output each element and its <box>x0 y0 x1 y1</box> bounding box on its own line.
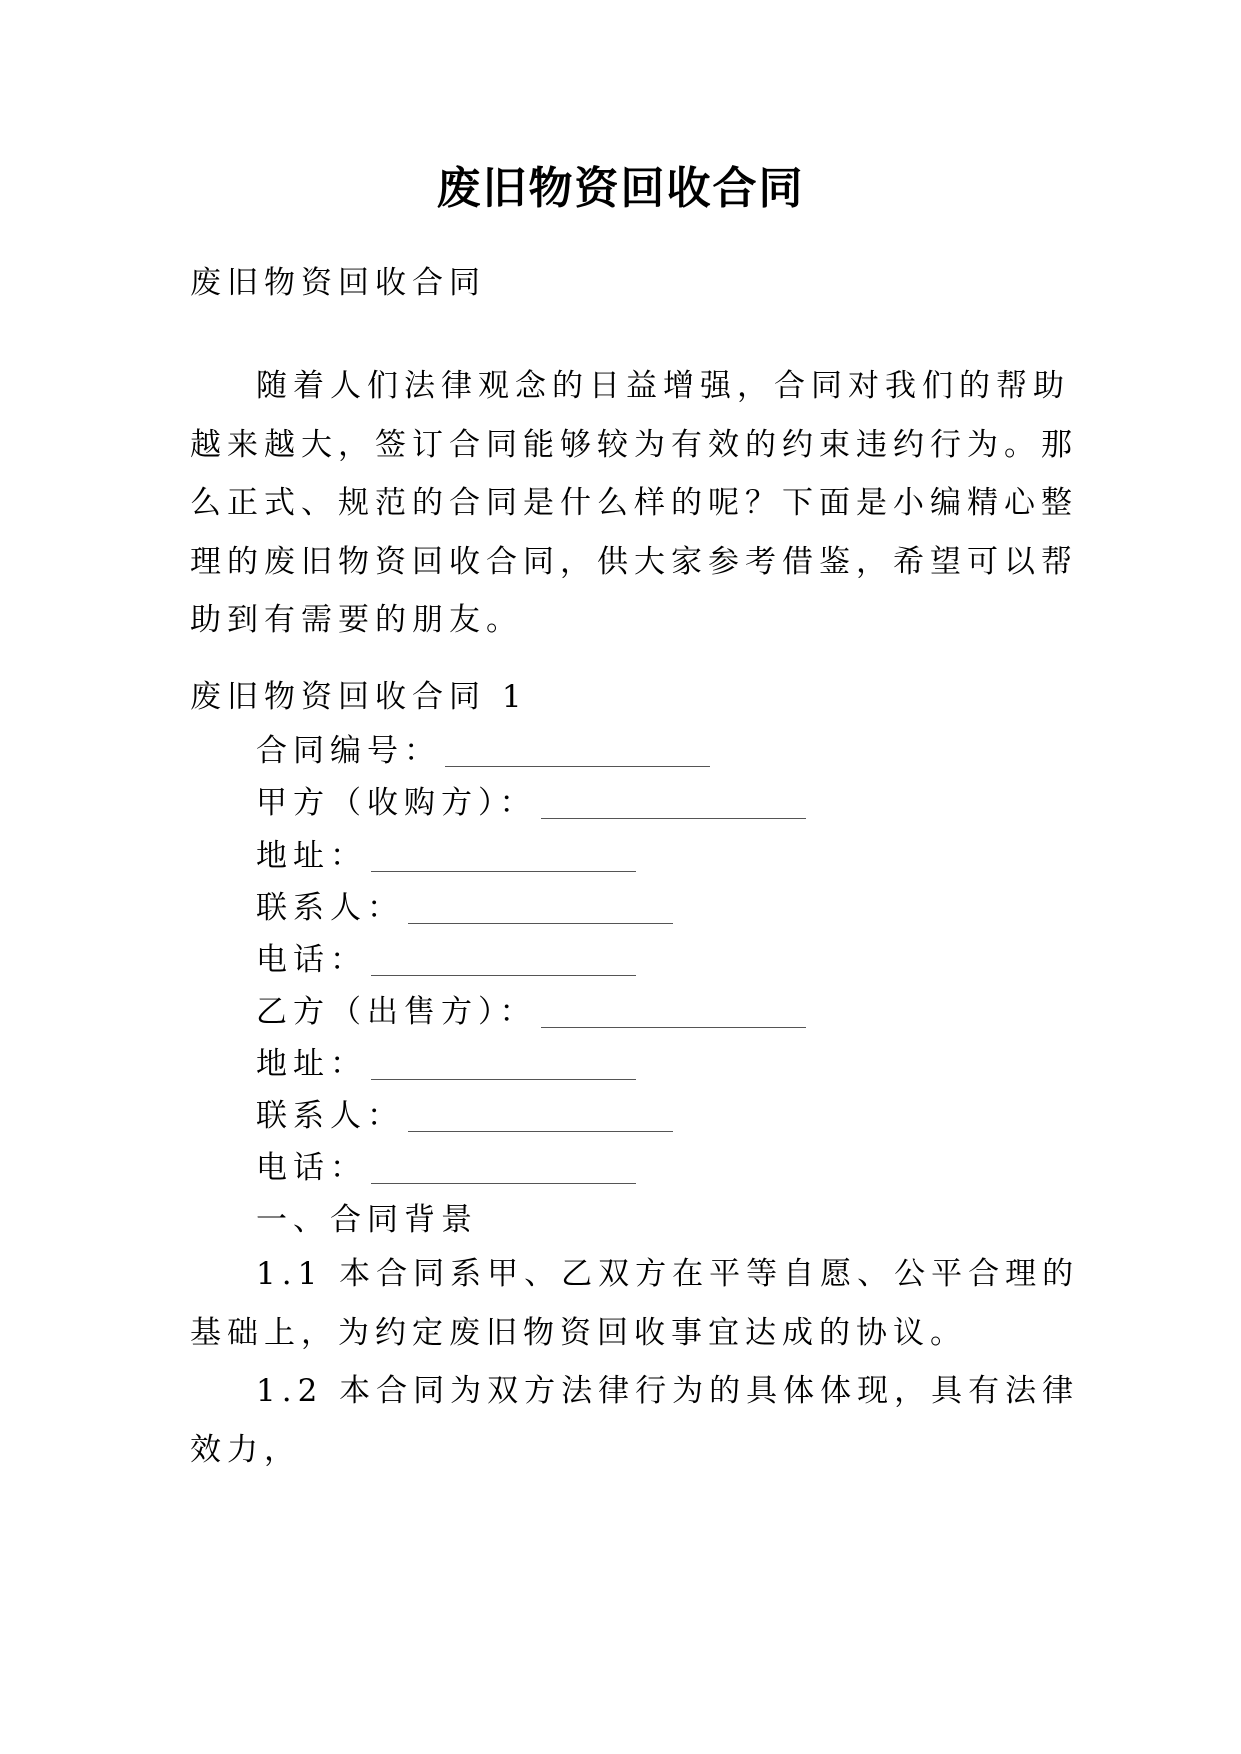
blank-line <box>408 1130 673 1132</box>
intro-paragraph: 随着人们法律观念的日益增强，合同对我们的帮助越来越大，签订合同能够较为有效的约束违约行为。那么正式、规范的合同是什么样的呢？下面是小编精心整理的废旧物资回收合同，供大家参考借鉴，希望可以帮助到有需要的朋友。 <box>190 368 1078 638</box>
clause-1-2: 1.2 本合同为双方法律行为的具体体现，具有法律效力， <box>190 1373 1080 1468</box>
field-label: 甲方（收购方）： <box>256 785 537 821</box>
document-subtitle: 废旧物资回收合同 <box>190 265 486 301</box>
blank-line <box>371 1182 636 1184</box>
field-label: 联系人： <box>256 890 404 926</box>
field-party-b <box>256 991 806 1033</box>
field-label: 电话： <box>256 1150 367 1186</box>
blank-line <box>408 922 673 924</box>
field-label: 地址： <box>256 1046 367 1082</box>
field-contract-number <box>256 730 710 772</box>
field-label: 电话： <box>256 942 367 978</box>
section-title: 废旧物资回收合同 1 <box>190 679 528 715</box>
blank-line <box>445 765 710 767</box>
heading-contract-background: 一、合同背景 <box>256 1202 478 1238</box>
field-party-a-phone <box>256 939 636 981</box>
field-party-b-contact <box>256 1095 673 1137</box>
field-party-a-address <box>256 835 636 877</box>
clause-1-1: 1.1 本合同系甲、乙双方在平等自愿、公平合理的基础上，为约定废旧物资回收事宜达成的协议。 <box>190 1256 1080 1351</box>
field-label: 合同编号： <box>256 733 441 769</box>
document-title: 废旧物资回收合同 <box>436 163 805 214</box>
blank-line <box>541 1026 806 1028</box>
blank-line <box>371 974 636 976</box>
field-party-b-address <box>256 1043 636 1085</box>
blank-line <box>541 817 806 819</box>
field-label: 乙方（出售方）： <box>256 994 537 1030</box>
blank-line <box>371 870 636 872</box>
blank-line <box>371 1078 636 1080</box>
field-label: 联系人： <box>256 1098 404 1134</box>
field-party-b-phone <box>256 1147 636 1189</box>
field-party-a-contact <box>256 887 673 929</box>
field-label: 地址： <box>256 838 367 874</box>
field-party-a <box>256 782 806 824</box>
